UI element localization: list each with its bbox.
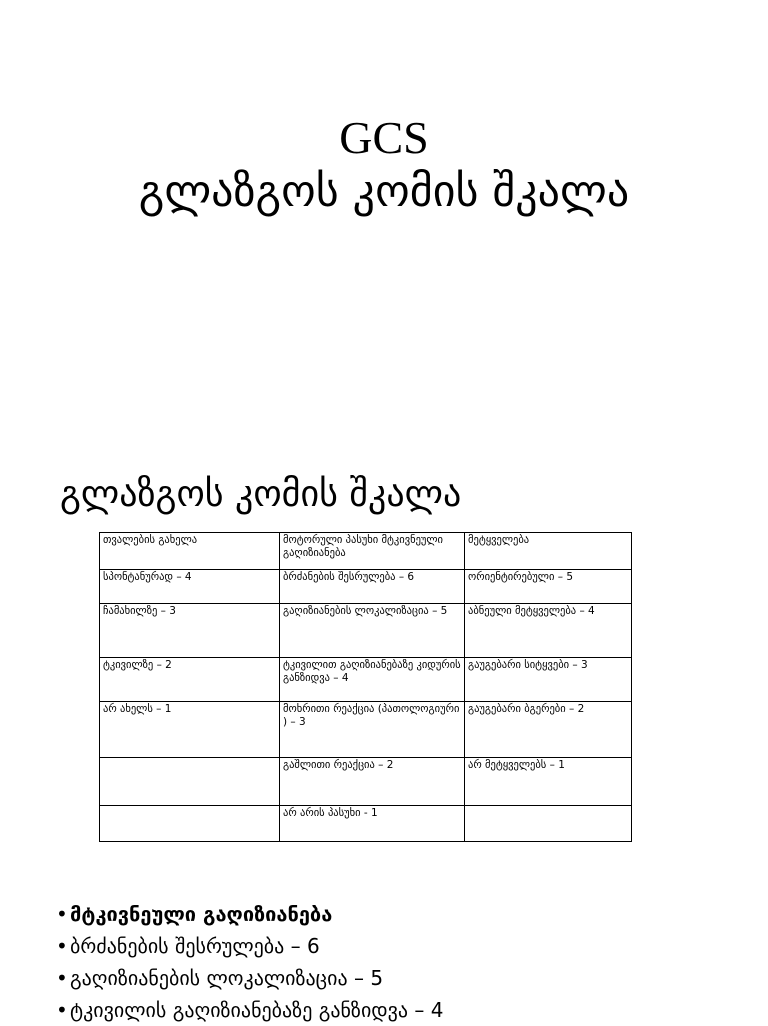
table-header-row <box>100 533 632 570</box>
table-cell: გაშლითი რეაქცია – 2 <box>280 758 465 806</box>
table-cell: გაუგებარი ბგერები – 2 <box>465 702 632 758</box>
slide-title <box>0 112 768 217</box>
bullet-icon: • <box>56 966 68 990</box>
bullet-icon: • <box>56 902 68 926</box>
table-cell <box>100 758 280 806</box>
list-item <box>56 962 444 994</box>
table-cell <box>465 806 632 842</box>
header-eye-opening: თვალების გახელა <box>100 533 280 570</box>
bullet-icon: • <box>56 998 68 1022</box>
table-row <box>100 758 632 806</box>
table-row <box>100 806 632 842</box>
bullet-text: ტკივილის გაღიზიანებაზე განზიდვა – 4 <box>70 998 444 1022</box>
table-cell: არ არის პასუხი - 1 <box>280 806 465 842</box>
bullet-text: მტკივნეული გაღიზიანება <box>70 902 333 926</box>
table-cell: არ მეტყველებს – 1 <box>465 758 632 806</box>
table-cell: ტკივილით გაღიზიანებაზე კიდურის განზიდვა – 4 <box>280 658 465 702</box>
table-cell: მოხრითი რეაქცია (პათოლოგიური ) – 3 <box>280 702 465 758</box>
bullet-text: ბრძანების შესრულება – 6 <box>70 934 320 958</box>
header-motor-response: მოტორული პასუხი მტკივნეული გაღიზიანება <box>280 533 465 570</box>
section-heading: გლაზგოს კომის შკალა <box>60 474 462 515</box>
table-cell: გაუგებარი სიტყვები – 3 <box>465 658 632 702</box>
bullet-list <box>56 898 444 1026</box>
list-item <box>56 930 444 962</box>
list-item <box>56 994 444 1026</box>
list-item <box>56 898 444 930</box>
table-cell: ორიენტირებული – 5 <box>465 570 632 604</box>
table-cell: ტკივილზე – 2 <box>100 658 280 702</box>
table-cell: ჩამახილზე – 3 <box>100 604 280 658</box>
table-row <box>100 702 632 758</box>
table-cell: აბნეული მეტყველება – 4 <box>465 604 632 658</box>
title-full-name: გლაზგოს კომის შკალა <box>138 165 630 217</box>
table-cell: არ ახელს – 1 <box>100 702 280 758</box>
gcs-score-table <box>99 532 632 842</box>
table-cell: სპონტანურად – 4 <box>100 570 280 604</box>
title-abbreviation: GCS <box>339 112 429 163</box>
bullet-text: გაღიზიანების ლოკალიზაცია – 5 <box>70 966 384 990</box>
table-cell: გაღიზიანების ლოკალიზაცია – 5 <box>280 604 465 658</box>
header-verbal-response: მეტყველება <box>465 533 632 570</box>
bullet-icon: • <box>56 934 68 958</box>
table-row <box>100 570 632 604</box>
table-cell <box>100 806 280 842</box>
table-row <box>100 604 632 658</box>
table-cell: ბრძანების შესრულება – 6 <box>280 570 465 604</box>
table-row <box>100 658 632 702</box>
